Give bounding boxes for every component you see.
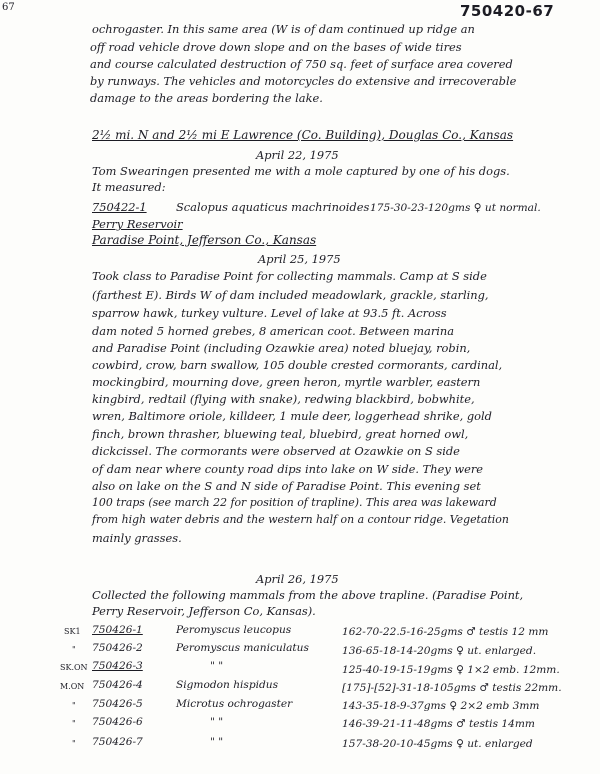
paragraph-line: sparrow hawk, turkey vulture. Level of lake at 93.5 ft. Across (92, 306, 447, 320)
paragraph-line: Collected the following mammals from the above trapline. (Paradise Point, (92, 588, 524, 602)
paragraph-line: mainly grasses. (92, 531, 182, 545)
specimen-species: Peromyscus leucopus (176, 624, 292, 636)
entry-date: April 22, 1975 (256, 148, 339, 162)
paragraph-line: off road vehicle drove down slope and on the bases of wide tires (90, 40, 462, 54)
specimen-species: Scalopus aquaticus machrinoides (176, 200, 370, 214)
page-corner-number: 67 (2, 2, 15, 13)
specimen-species: Peromyscus maniculatus (176, 642, 309, 654)
paragraph-line: kingbird, redtail (flying with snake), redwing blackbird, bobwhite, (92, 392, 475, 406)
specimen-number: 750426-1 (92, 624, 143, 636)
specimen-number: 750422-1 (92, 200, 147, 214)
specimen-mark: " (72, 739, 76, 748)
specimen-species: " " (210, 716, 224, 728)
paragraph-line: of dam near where county road dips into lake on W side. They were (92, 462, 484, 476)
paragraph-line: also on lake on the S and N side of Paradise Point. This evening set (92, 479, 481, 493)
specimen-mark: " (72, 645, 76, 654)
entry-date: April 25, 1975 (258, 252, 341, 266)
paragraph-line: from high water debris and the western half on a contour ridge. Vegetation (92, 513, 509, 526)
paragraph-line: dickcissel. The cormorants were observed at Ozawkie on S side (92, 444, 460, 458)
paragraph-line: and course calculated destruction of 750 sq. feet of surface area covered (90, 57, 513, 71)
record-number: 750420-67 (460, 2, 555, 20)
paragraph-line: damage to the areas bordering the lake. (90, 91, 323, 105)
paragraph-line: by runways. The vehicles and motorcycles do extensive and irrecoverable (90, 74, 517, 88)
specimen-measurements: 157-38-20-10-45gms ♀ ut. enlarged (342, 738, 533, 750)
paragraph-line: Tom Swearingen presented me with a mole captured by one of his dogs. (92, 164, 510, 178)
specimen-mark: SK.ON (60, 663, 88, 672)
specimen-measurements: 125-40-19-15-19gms ♀ 1×2 emb. 12mm. (342, 664, 560, 676)
specimen-measurements: 146-39-21-11-48gms ♂ testis 14mm (342, 718, 535, 730)
specimen-mark: M.ON (60, 682, 85, 691)
specimen-measurements: 162-70-22.5-16-25gms ♂ testis 12 mm (342, 626, 549, 638)
specimen-number: 750426-6 (92, 716, 143, 728)
paragraph-line: (farthest E). Birds W of dam included meadowlark, grackle, starling, (92, 288, 489, 302)
paragraph-line: Took class to Paradise Point for collecting mammals. Camp at S side (92, 269, 487, 283)
specimen-mark: " (72, 719, 76, 728)
specimen-species: Sigmodon hispidus (176, 679, 279, 691)
specimen-number: 750426-7 (92, 736, 143, 748)
location-heading: 2½ mi. N and 2½ mi E Lawrence (Co. Building), Douglas Co., Kansas (92, 128, 514, 142)
entry-date: April 26, 1975 (256, 572, 339, 586)
specimen-mark: SK1 (64, 627, 81, 636)
specimen-species: " " (210, 736, 224, 748)
specimen-measurements: 136-65-18-14-20gms ♀ ut. enlarged. (342, 645, 537, 657)
specimen-mark: " (72, 701, 76, 710)
paragraph-line: dam noted 5 horned grebes, 8 american coot. Between marina (92, 324, 455, 338)
specimen-number: 750426-2 (92, 642, 143, 654)
paragraph-line: ochrogaster. In this same area (W is of dam continued up ridge an (92, 22, 475, 36)
location-subheading: Perry Reservoir (92, 217, 183, 231)
paragraph-line: 100 traps (see march 22 for position of trapline). This area was lakeward (92, 496, 497, 509)
specimen-measurements: 143-35-18-9-37gms ♀ 2×2 emb 3mm (342, 700, 540, 712)
paragraph-line: and Paradise Point (including Ozawkie area) noted bluejay, robin, (92, 341, 471, 355)
specimen-number: 750426-4 (92, 679, 143, 691)
paragraph-line: mockingbird, mourning dove, green heron, myrtle warbler, eastern (92, 375, 481, 389)
paragraph-line: Perry Reservoir, Jefferson Co, Kansas). (92, 604, 316, 618)
paragraph-line: wren, Baltimore oriole, killdeer, 1 mule deer, loggerhead shrike, gold (92, 409, 492, 423)
specimen-measurements: 175-30-23-120gms ♀ ut normal. (370, 202, 541, 214)
specimen-number: 750426-3 (92, 660, 143, 672)
specimen-species: Microtus ochrogaster (176, 698, 293, 710)
paragraph-line: It measured: (92, 180, 166, 194)
specimen-species: " " (210, 660, 224, 672)
paragraph-line: finch, brown thrasher, bluewing teal, bluebird, great horned owl, (92, 427, 469, 441)
paragraph-line: cowbird, crow, barn swallow, 105 double crested cormorants, cardinal, (92, 358, 503, 372)
location-heading: Paradise Point, Jefferson Co., Kansas (92, 233, 317, 247)
specimen-number: 750426-5 (92, 698, 143, 710)
specimen-measurements: [175]-[52]-31-18-105gms ♂ testis 22mm. (342, 682, 562, 694)
